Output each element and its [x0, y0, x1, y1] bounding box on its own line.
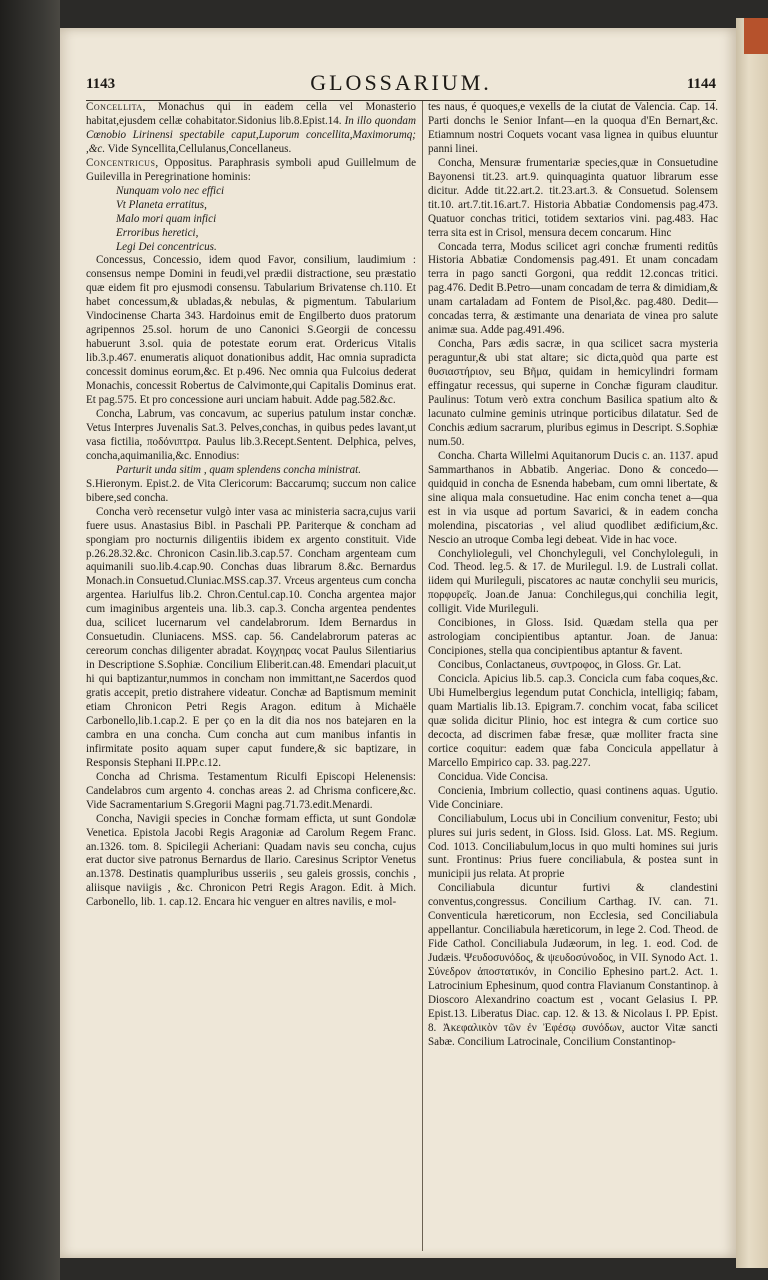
entry-concibiones: Concibiones, in Gloss. Isid. Quædam stella qua per astrologiam concipientibus aptantur. Joan. de Janua: Concipiones, stella qua concipientibus aptantur & favent.: [428, 617, 718, 658]
entry-concha-mensura: Concha, Mensuræ frumentariæ species,quæ in Consuetudine Bayonensi tit.23. art.9. quinquaginta quatuor librarum esse dicitur. Adde tit.22.art.2. tit.23.art.3. & Consuetud. Solensem tit.10. art.7.tit.16.art.7. Historia Abbatiæ Condomensis pag.473. Quatuor conchas tritici, totidem sextarios vini. pag.483. Hac terra sita est in Crisol, mensura decem concarum. Hinc: [428, 156, 718, 239]
entry-conciliabula: Conciliabula dicuntur furtivi & clandestini conventus,congressus. Concilium Carthag. IV. can. 71. Conventicula hæreticorum, non Ecclesia, sed Conciliabula appellantur. Conciliabula hæreticorum, in lege 2. Cod. Theod. de Fide Cathol. Conciliabula Judæorum, in leg. 1. eod. Cod. de Judæis. Ψευδοσυνόδος, & ψευδοσύνοδος, in VII. Synodo Act. 1. Σύνεδρον ἀποστατικόν, in Concilio Ephesino part.2. Act. 1. Latrocinium Ephesinum, quod contra Flavianum Constantinop. à Dioscoro Alexandrino coactum est , vocant Gelasius I. PP. Epist.13. Liberatus Diac. cap. 12. & 13. & Nicolaus I. PP. Epist. 8. Ἀκεφαλικὸν τῶν ἐν Ἐφέσῳ συνόδων, auctor Vitæ sancti Sabæ. Concilium Latrocinale, Concilium Constantinop-: [428, 882, 718, 1048]
book-gutter-shadow: [0, 0, 60, 1280]
entry-concellita: Concellita, Monachus qui in eadem cella vel Monasterio habitat,ejusdem cellæ cohabitator.Sidonius lib.8.Epist.14. In illo quondam Cœnobio Lirinensi spectabile caput,Luporum concellita,Maximorumq; ,&c. Vide Syncellita,Cellulanus,Concellaneus.: [86, 101, 416, 155]
verse-concentricus: Nunquam volo nec effici Vt Planeta erratitus, Malo mori quam infici Erroribus heretici, Legi Dei concentricus.: [116, 184, 225, 253]
entry-concha-charta: Concha. Charta Willelmi Aquitanorum Ducis c. an. 1137. apud Sammarthanos in Abbatib. Angeriac. Dono & concedo—quidquid in concha de Esnenda habebam, cum omni libertate, & sine aliqua mala consuetudine. Hac enim concha tenet a—qua est in via usque ad portum Savarici, & in eadem concha molendina, piscatorias , vel aliud quodlibet ædificium,&c. Nescio an utroque Comba legi debeat. Vide in hac voce.: [428, 449, 718, 546]
entry-concha-cont: tes naus, é quoques,e vexells de la ciutat de Valencia. Cap. 14. Parti donchs le Senior Infant—en la quoqua d'En Bernart,&c. Etiamnum nostri Coquets vocant vasa lignea in quibus eluuntur panni linei.: [428, 101, 718, 155]
entry-concienia: Concienia, Imbrium collectio, quasi continens aquas. Ugutio. Vide Conciniare.: [428, 784, 718, 811]
entry-concha-2: S.Hieronym. Epist.2. de Vita Clericorum: Baccarumq; succum non calice bibere,sed concha.: [86, 477, 416, 504]
verse-ennodius: Parturit unda sitim , quam splendens concha ministrat.: [116, 463, 361, 476]
entry-concha-5: Concha, Navigii species in Conchæ formam efficta, ut sunt Gondolæ Venetica. Epistola Jacobi Regis Aragoniæ ad Carolum Regem Franc. an.1326. tom. 8. Spicilegii Acheriani: Quadam navis seu concha, cujus erat ductor sive patronus Bernardus de Ilario. Caresinus Scriptor Venetus an.1378. Destinatis quampluribus usseriis , seu galeis grossis, conchis , aliisque naviigis , &c. Chronicon Petri Regis Aragon. Edit. à Mich. Carbonello, lib. 1. cap.12. Encara hic venguer en altres navilis, e mol-: [86, 812, 416, 909]
page-header: [86, 70, 716, 100]
entry-concha-4: Concha ad Chrisma. Testamentum Riculfi Episcopi Helenensis: Candelabros cum argento 4. conchas areas 2. ad Chrisma conficere,&c. Vide Sacramentarium S.Gregorii Magni pag.71.73.edit.Menardi.: [86, 770, 416, 811]
entry-concibus: Concibus, Conlactaneus, συντροφος, in Gloss. Gr. Lat.: [438, 659, 682, 672]
entry-concentricus: Concentricus, Oppositus. Paraphrasis symboli apud Guillelmum de Guilevilla in Peregrinatione hominis:: [86, 156, 416, 183]
column-divider: [422, 101, 423, 1251]
left-column: [86, 101, 416, 910]
entry-concha-3: Concha verò recensetur vulgò inter vasa ac ministeria sacra,cujus varii fuere usus. Anastasius Bibl. in Paschali PP. Pariterque & concham ad spongiam pro nocturnis diligentiis ibidem ex argento constituit. Vide p.26.28.32.&c. Chronicon Casin.lib.3.cap.57. Concham argenteam cum aquimanili suo.lib.4.cap.90. Conchas duas librarum 8.&c. Bernardus Monach.in Consuetud.Cluniac.MSS.cap.37. Vrceus argenteus cum concha argentea. Hariulfus lib.2. Chron.Centul.cap.10. Concha argentea major cum imaginibus argenteis una. lib.3. cap.3. Concha argentea pendentes dua, scilicet lucernarum vel candelabrorum. Idem Bernardus in Consuetudin. Cluniacens. MSS. cap. 56. Candelabrorum pateras ac cereorum conchas diligenter abradat. Κογχηρας vocat Paulus Silentiarius in Descriptione S.Sophiæ. Concilium Eliberit.can.48. Emendari placuit,ut hi qui baptizantur,nummos in concham non immittant,ne Sacerdos quod gratis accepit, pretio distrahere videatur. Conchæ ad Baptismum meminit etiam Chronicon Petri Regis Aragon. editum à Michaële Carbonello,lib.1.cap.2. E per ço en la dit dia nos nos batejaren en la cambra en una concha. Cum concha aut cum manibus infantis in infirmitate posito aquam super caput fundere,& sic baptizare, in Responsis Stephani II.PP.c.12.: [86, 505, 416, 769]
entry-conciliabulum: Conciliabulum, Locus ubi in Concilium convenitur, Festo; ubi plures sui juris sedent, in Gloss. Isid. Gloss. Lat. MS. Regium. Cod. 1013. Conciliabulum,locus in quo multi homines sui juris sunt. Frontinus: Prius fuere conciliabula, & postea sunt in municipii jus relata. At proprie: [428, 812, 718, 881]
entry-concidua: Concidua. Vide Concisa.: [438, 770, 549, 783]
right-column: [428, 101, 718, 1050]
entry-concha-1: Concha, Labrum, vas concavum, ac superius patulum instar conchæ. Vetus Interpres Juvenalis Sat.3. Pelves,conchas, in quibus pedes lavant,ut vasa fictilia, ποδόνιπτρα. Paulus lib.3.Recept.Sentent. Delphica, pelves, concha,aquimanilia,&c. Ennodius:: [86, 407, 416, 462]
entry-concicla: Concicla. Apicius lib.5. cap.3. Concicla cum faba coques,&c. Ubi Humelbergius legendum putat Conchicla, intelligiq; fabam, quam Martialis lib.13. Epigram.7. conchim vocat, faba scilicet quæ solida dicitur Plinio, hoc est integra & cum cortice suo decocta, ad discrimen fabæ fresæ, quæ molliter fracta sine cortice coquitur: eadem quæ faba Concicula appellatur à Marcello Empirico cap. 33. pag.227.: [428, 673, 718, 769]
page-number-right: 1144: [686, 76, 716, 92]
next-page-edge: [736, 18, 768, 1268]
entry-conchylioleguli: Conchylioleguli, vel Chonchyleguli, vel Conchyloleguli, in Cod. Theod. leg.5. & 17. de Murilegul. l.9. de Lustrali collat. iidem qui Murileguli, piscatores ac nautæ conchylii seu muricis, πορφυρεῖς. Joan.de Janua: Conchilegus,qui conchilia legit, colligit. Vide Murileguli.: [428, 547, 718, 616]
ribbon-marker: [744, 18, 768, 54]
entry-concessus: Concessus, Concessio, idem quod Favor, consilium, laudimium : consensus nempe Domini in feudi,vel prædii distractione, seu præstatio quæ eidem fit pro ejusmodi consensu. Tabularium Brivatense ch.110. Et habet concessum,& ubladas,& nebulas, & pigmentum. Tabularium Vindocinense Charta 343. Hardoinus emit de Engilberto duos pratorum agripennos 25.sol. horum de uno Canonici S.Georgii de concessu habuerunt 3.sol. quia de potestate eorum erat. Ordericus Vitalis lib.3.p.467. enumeratis aliquot donationibus addit, Hac omnia supradicta concessit dominus eorum,&c. Et p.496. Nec omnia qua Fulcoius dederat Monachis, concessit Robertus de Calvimonte,qui Capitalis Dominus erat. Et pag.575. Et pro concessione auri unciam habuit. Adde pag.582.&c.: [86, 254, 416, 407]
page-number-left: 1143: [86, 76, 116, 92]
running-title: GLOSSARIUM.: [310, 70, 492, 95]
entry-concada-terra: Concada terra, Modus scilicet agri conchæ frumenti reditûs Historia Abbatiæ Condomensis pag.491. Et unam concadam terra in pago sancti Gorgoni, qua reddit 12.concas tritici. pag.476. Dedit B.Petro—unam concadam de terra & dimidiam,& unam cartaladam ad Fontem de Pisol,&c. pag.480. Dedit—concadas terra, & æstimante una denariata de vinea pro salute animæ sua. Adde pag.491.496.: [428, 240, 718, 337]
entry-concha-aedis: Concha, Pars ædis sacræ, in qua scilicet sacra mysteria peraguntur,& ubi stat altare; sic dicta,quòd qua parte est θυσιαστήριον, seu Βῆμα, quidam in hemicylindri formam effingatur recessus, qui superne in Conchæ figuram clauditur. Paulinus: Totum verò extra conchum Basilica spatium alto & lacunato culmine geminis utrinque porticibus dilatatur. Sed de Conchis ædium sacrarum, pluribus egimus in Descript. S.Sophiæ num.50.: [428, 338, 718, 448]
